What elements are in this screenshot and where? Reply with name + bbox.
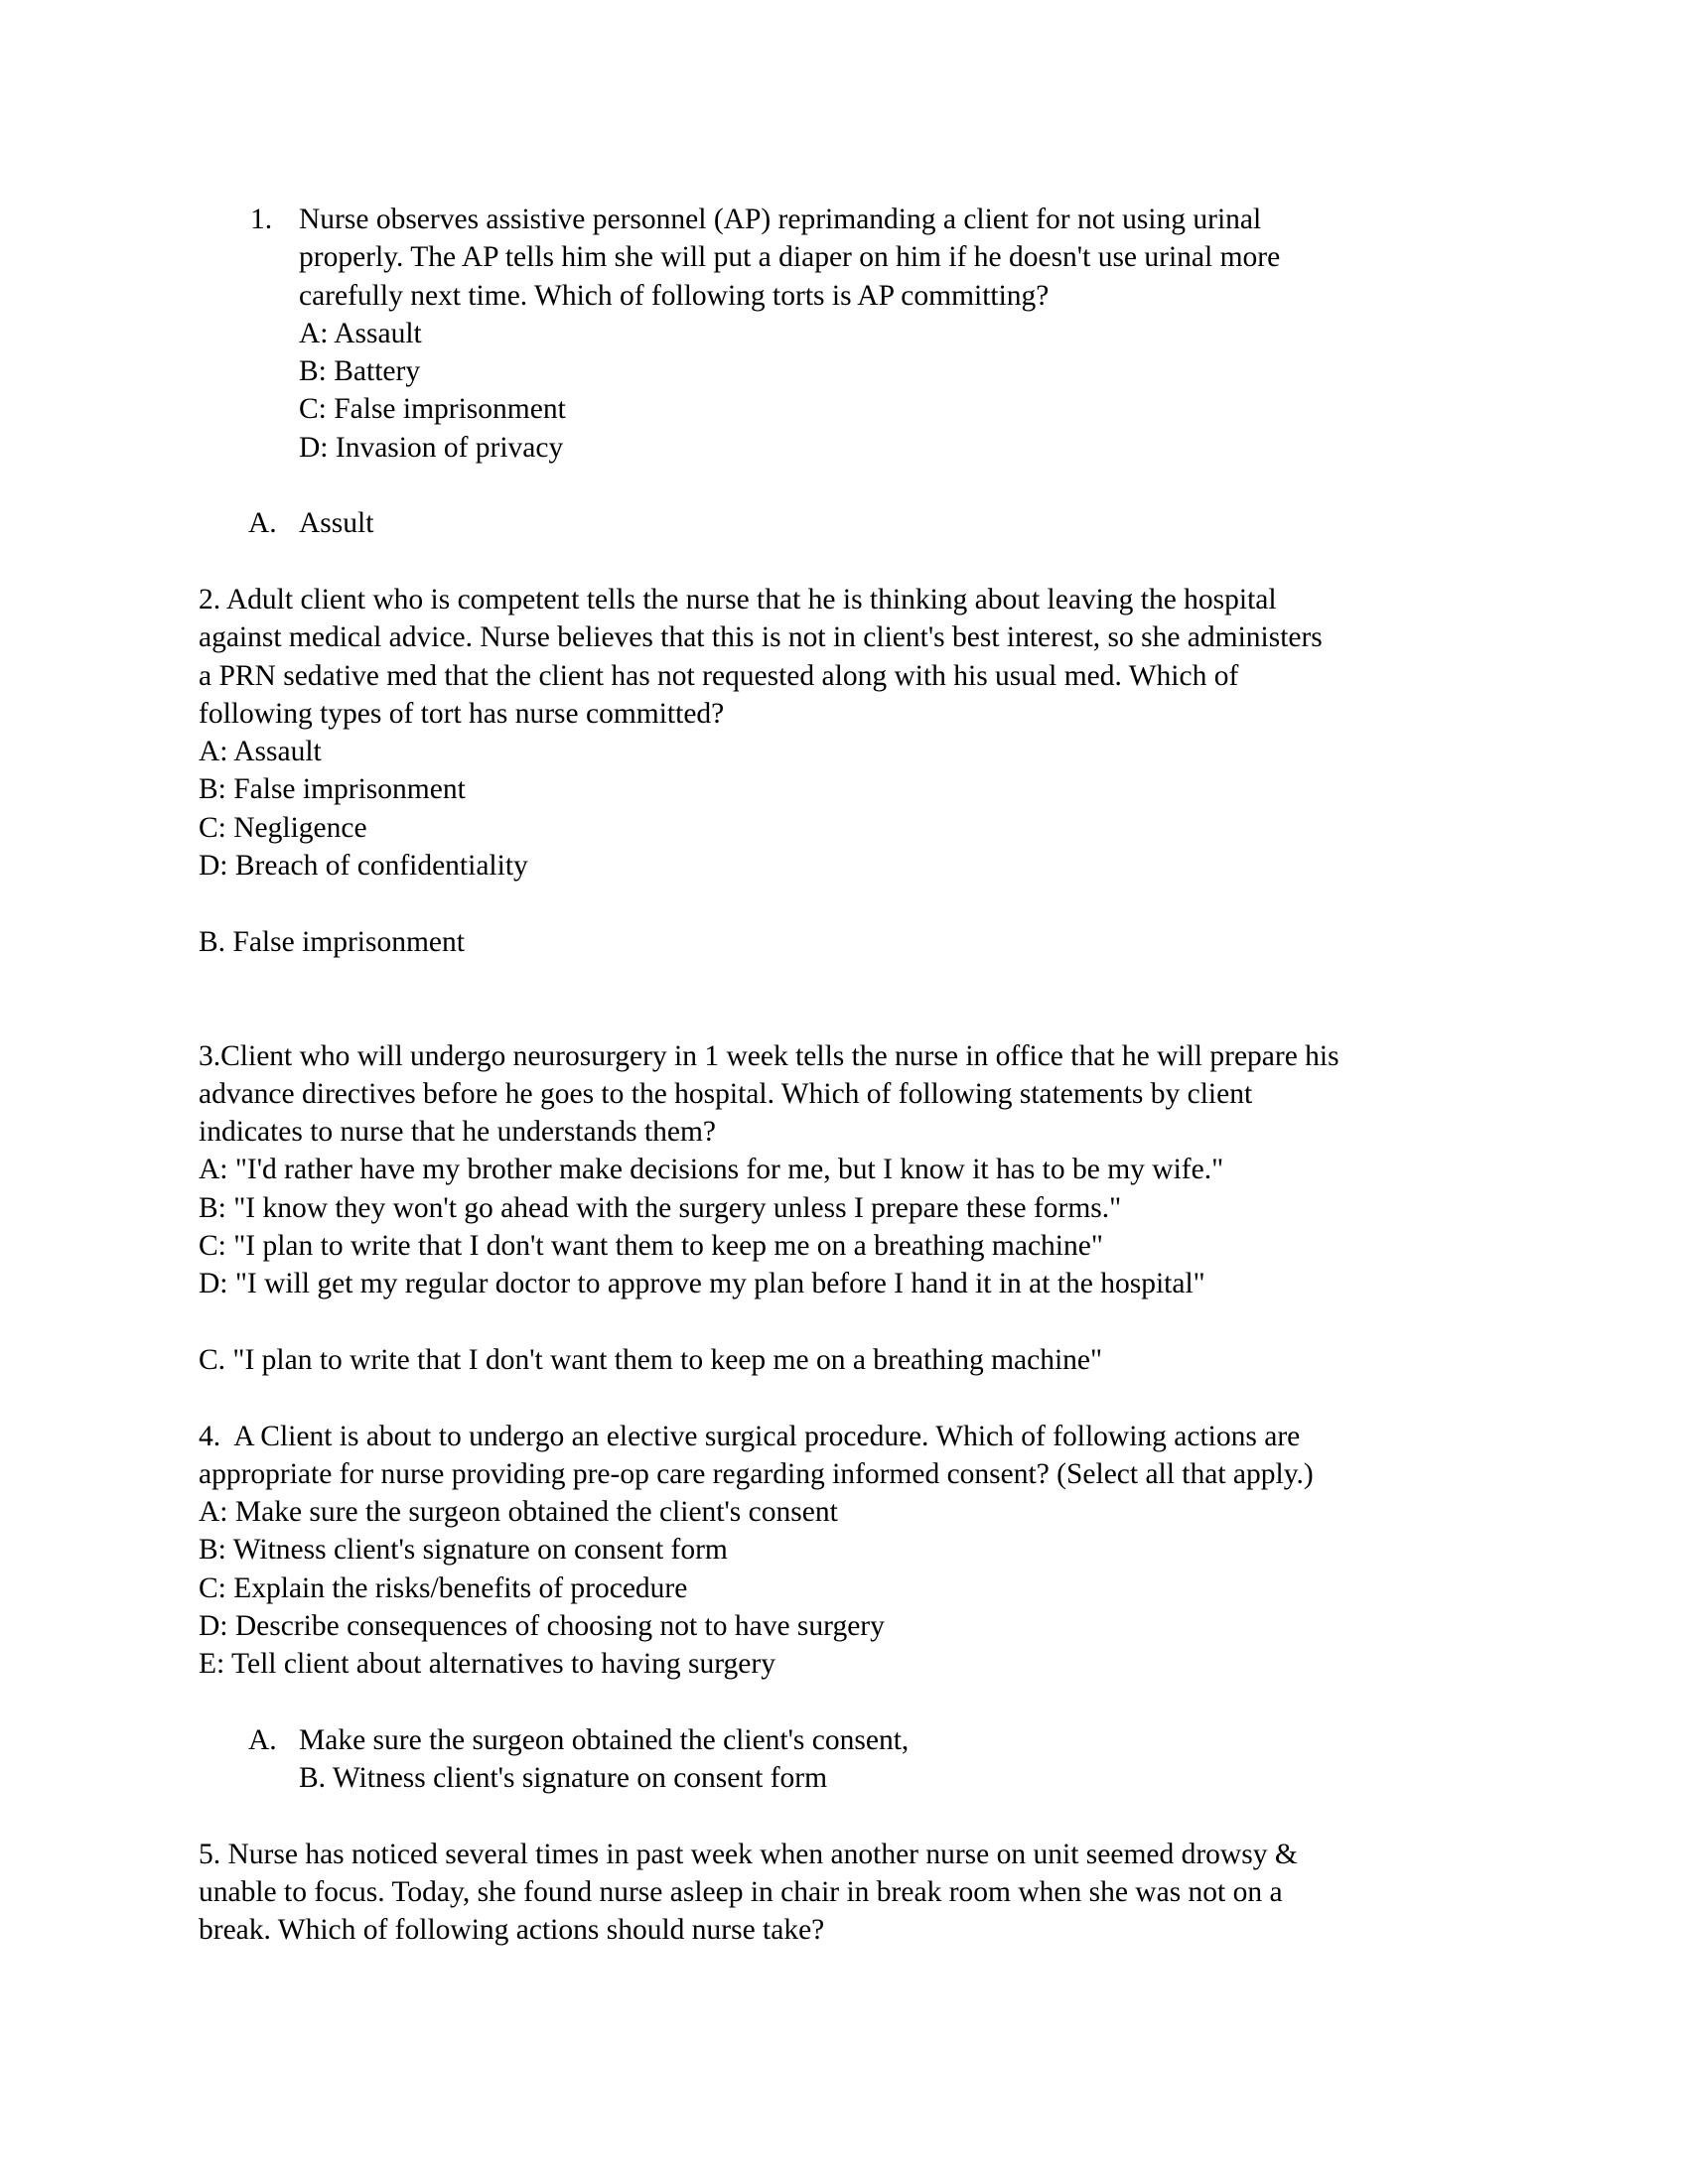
question-stem-line: properly. The AP tells him she will put a diaper on him if he doesn't use urinal more	[299, 241, 1281, 274]
answer-marker: A.	[248, 1723, 277, 1756]
question-stem-line: against medical advice. Nurse believes that this is not in client's best interest, so she administers	[199, 621, 1323, 654]
question-4	[0, 1418, 1688, 1836]
question-3	[0, 1037, 1688, 1418]
option-d: D: "I will get my regular doctor to approve my plan before I hand it in at the hospital"	[199, 1268, 1205, 1300]
answer	[0, 504, 1688, 542]
question-stem-line: 5. Nurse has noticed several times in past week when another nurse on unit seemed drowsy &	[199, 1838, 1298, 1870]
document-page	[0, 201, 1688, 1950]
option-d: D: Invasion of privacy	[299, 431, 564, 464]
question-1	[0, 201, 1688, 581]
question-stem-line: unable to focus. Today, she found nurse asleep in chair in break room when she was not on a	[199, 1876, 1283, 1909]
option-c: C: False imprisonment	[299, 393, 566, 426]
question-stem-line: 1. Nurse observes assistive personnel (AP) reprimanding a client for not using urinal	[0, 201, 1688, 238]
answer-marker: A.	[248, 507, 277, 540]
question-number: 1.	[250, 204, 273, 235]
answer: C. "I plan to write that I don't want them to keep me on a breathing machine"	[199, 1343, 1103, 1376]
option-c: C: Explain the risks/benefits of procedure	[199, 1571, 688, 1604]
question-stem-line: a PRN sedative med that the client has not requested along with his usual med. Which of	[199, 659, 1239, 692]
option-e: E: Tell client about alternatives to having surgery	[199, 1648, 775, 1681]
question-stem-line: following types of tort has nurse committed?	[199, 697, 725, 730]
option-a: A: Make sure the surgeon obtained the client's consent	[199, 1496, 838, 1529]
option-b: B: Battery	[299, 355, 421, 388]
answer-text: Make sure the surgeon obtained the client's consent,	[299, 1723, 910, 1756]
question-stem-line: advance directives before he goes to the hospital. Which of following statements by client	[199, 1077, 1253, 1110]
option-a: A: Assault	[199, 736, 322, 768]
option-a: A: Assault	[299, 317, 422, 349]
option-c: C: Negligence	[199, 811, 367, 844]
question-stem-line: 4. A Client is about to undergo an elective surgical procedure. Which of following actions are	[199, 1420, 1301, 1452]
question-stem-line: 3.Client who will undergo neurosurgery in 1 week tells the nurse in office that he will prepare his	[199, 1039, 1339, 1072]
option-c: C: "I plan to write that I don't want them to keep me on a breathing machine"	[199, 1230, 1103, 1263]
question-stem-line: appropriate for nurse providing pre-op care regarding informed consent? (Select all that apply.)	[199, 1457, 1314, 1490]
answer: B. False imprisonment	[199, 925, 465, 958]
option-a: A: "I'd rather have my brother make decisions for me, but I know it has to be my wife."	[199, 1154, 1224, 1186]
option-d: D: Breach of confidentiality	[199, 850, 528, 883]
question-stem-line: 2. Adult client who is competent tells the nurse that he is thinking about leaving the hospital	[199, 583, 1277, 615]
question-stem-line: carefully next time. Which of following torts is AP committing?	[299, 279, 1050, 312]
option-b: B: Witness client's signature on consent form	[199, 1534, 728, 1567]
question-2	[0, 581, 1688, 1037]
option-b: B: "I know they won't go ahead with the surgery unless I prepare these forms."	[199, 1191, 1122, 1224]
option-d: D: Describe consequences of choosing not to have surgery	[199, 1609, 885, 1642]
option-b: B: False imprisonment	[199, 773, 466, 806]
question-5	[0, 1836, 1688, 1950]
answer-continuation: B. Witness client's signature on consent form	[299, 1762, 828, 1795]
question-stem-line: indicates to nurse that he understands them?	[199, 1116, 717, 1149]
answer	[0, 1721, 1688, 1759]
answer-text: Assult	[299, 507, 374, 540]
question-stem-line: break. Which of following actions should nurse take?	[199, 1914, 825, 1947]
